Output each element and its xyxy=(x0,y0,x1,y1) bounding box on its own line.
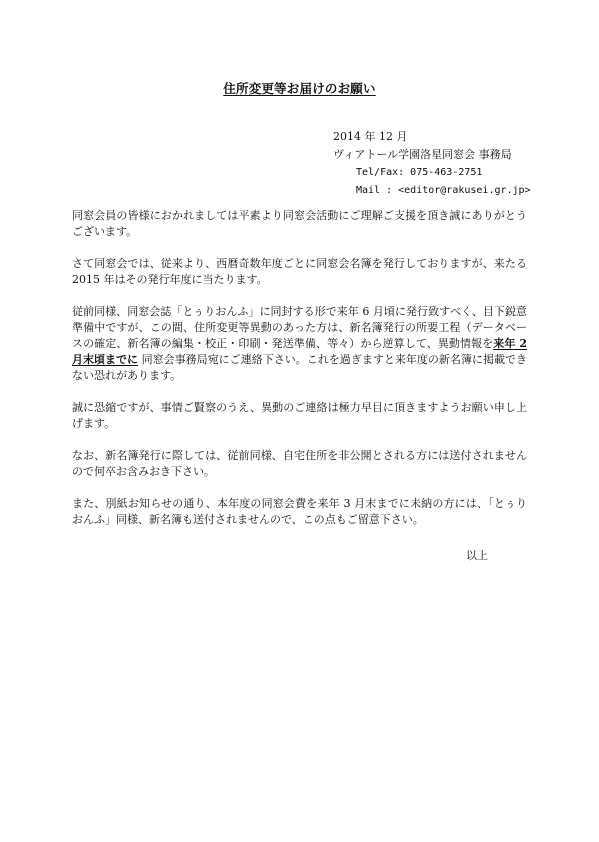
letter-body xyxy=(72,208,527,544)
paragraph-private-address: なお、新名簿発行に際しては、従前同様、自宅住所を非公開とされる方には送付されませんので何卒お含みおき下さい。 xyxy=(72,449,527,478)
mail-address: Mail : <editor@rakusei.gr.jp> xyxy=(356,185,531,196)
deadline-emphasis: 来年 2 月末頃までに xyxy=(72,337,528,366)
closing-mark: 以上 xyxy=(466,549,488,562)
paragraph-request: 誠に恐縮ですが、事情ご賢察のうえ、異動のご連絡は極力早目に頂きますようお願い申し上げます。 xyxy=(72,401,527,430)
issue-date: 2014 年 12 月 xyxy=(333,130,408,143)
paragraph-deadline xyxy=(72,304,527,384)
document-title: 住所変更等お届けのお願い xyxy=(223,81,376,96)
paragraph-deadline-part2: 同窓会事務局宛にご連絡下さい。これを過ぎますと来年度の新名簿に掲載できない恐れがあります。 xyxy=(72,353,527,382)
paragraph-deadline-part1: 従前同様、同窓会誌「とぅりおんふ」に同封する形で来年 6 月頃に発行致すべく、目下鋭意準備中ですが、この間、住所変更等異動のあった方は、新名簿発行の所要工程（データベースの確定、新名簿の編集・校正・印刷・発送準備、等々）から逆算して、異動情報を xyxy=(72,305,527,350)
sender-organization: ヴィアトール学園洛星同窓会 事務局 xyxy=(333,148,512,161)
tel-fax: Tel/Fax: 075-463-2751 xyxy=(356,167,483,178)
sender-block xyxy=(333,128,531,200)
paragraph-directory-year: さて同窓会では、従来より、西暦奇数年度ごとに同窓会名簿を発行しておりますが、来たる 2015 年はその発行年度に当たります。 xyxy=(72,257,527,286)
paragraph-membership-fee: また、別紙お知らせの通り、本年度の同窓会費を来年 3 月末までに未納の方には、「とぅりおんふ」同様、新名簿も送付されませんので、この点もご留意下さい。 xyxy=(72,497,527,526)
paragraph-greeting: 同窓会員の皆様におかれましては平素より同窓会活動にご理解ご支援を頂き誠にありがとうございます。 xyxy=(72,209,527,238)
